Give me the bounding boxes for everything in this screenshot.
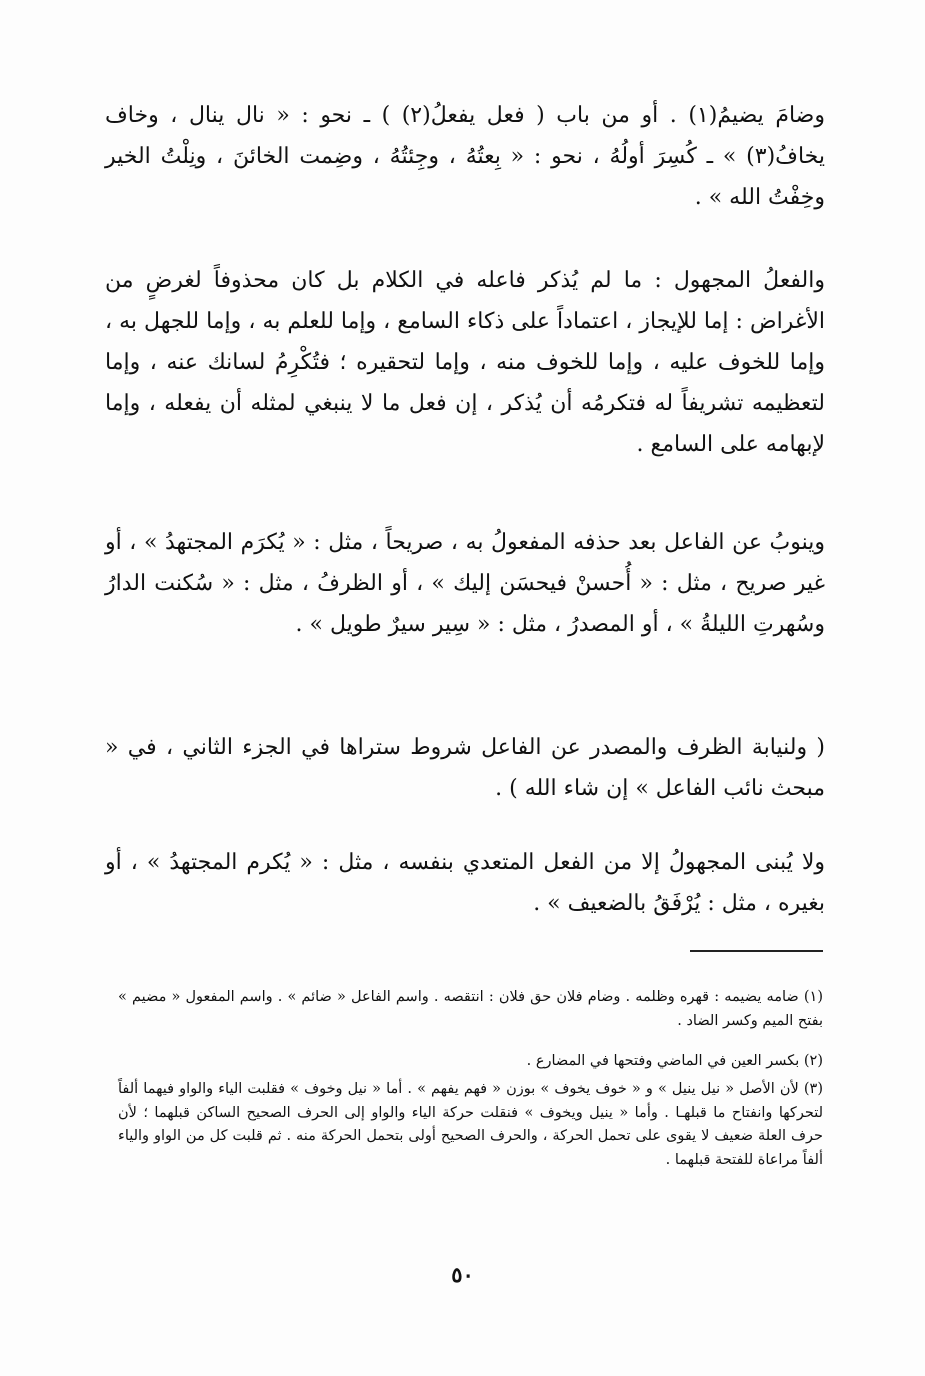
paragraph-5: ولا يُبنى المجهولُ إلا من الفعل المتعدي بنفسه ، مثل : « يُكرم المجتهدُ » ، أو بغيره ، مثل : يُرْفَقُ بالضعيف » . bbox=[105, 850, 825, 916]
paragraph-4: ( ولنيابة الظرف والمصدر عن الفاعل شروط ستراها في الجزء الثاني ، في « مبحث نائب الفاعل » إن شاء الله ) . bbox=[105, 735, 825, 801]
footnote-2: (٢) بكسر العين في الماضي وفتحها في المضارع . bbox=[526, 1053, 823, 1069]
footnote-separator bbox=[690, 950, 823, 952]
page-number: ٥٠ bbox=[451, 1262, 474, 1287]
footnote-3: (٣) لأن الأصل « نيل ينيل » و « خوف يخوف » بوزن « فهم يفهم » . أما « نيل وخوف » فقلبت الياء والواو فيهما ألفاً لتحركها وانفتاح ما قبلهـا . وأما « ينيل ويخوف » فنقلت حركة الياء والواو إلى الحرف الصحيح الساكن قبلهما ؛ لأن حرف العلة ضعيف لا يقوى على تحمل الحركة ، والحرف الصحيح أولى بتحمل الحركة منه . ثم قلبت كل من الواو والياء ألفاً مراعاة للفتحة قبلهما . bbox=[118, 1081, 823, 1168]
footnote-1: (١) ضامه يضيمه : قهره وظلمه . وضام فلان حق فلان : انتقصه . واسم الفاعل « ضائم » . واسم المفعول « مضيم » بفتح الميم وكسر الضاد . bbox=[118, 989, 823, 1029]
paragraph-3: وينوبُ عن الفاعل بعد حذفه المفعولُ به ، صريحاً ، مثل : « يُكرَم المجتهدُ » ، أو غير صريح ، مثل : « أُحسنْ فيحسَن إليك » ، أو الظرفُ ، مثل : « سُكنت الدارُ وسُهرتِ الليلةُ » ، أو المصدرُ ، مثل : « سِير سيرٌ طويل » . bbox=[105, 530, 825, 637]
paragraph-2: والفعلُ المجهول : ما لم يُذكر فاعله في الكلام بل كان محذوفاً لغرضٍ من الأغراض : إما للإيجاز ، اعتماداً على ذكاء السامع ، وإما للعلم به ، وإما للجهل به ، وإما للخوف عليه ، وإما للخوف منه ، وإما لتحقيره ؛ فتُكْرِمُ لسانك عنه ، وإما لتعظيمه تشريفاً له فتكرمُه أن يُذكر ، إن فعل ما لا ينبغي لمثله أن يفعله ، وإما لإبهامه على السامع . bbox=[105, 268, 825, 457]
paragraph-1: وضامَ يضيمُ(١) . أو من باب ( فعل يفعلُ(٢) ) ـ نحو : « نال ينال ، وخاف يخافُ(٣) » ـ كُسِرَ أولُهُ ، نحو : « بِعتُهُ ، وجِئتُهُ ، وضِمت الخائنَ ، ونِلْتُ الخير وخِفْتُ الله » . bbox=[105, 103, 825, 210]
